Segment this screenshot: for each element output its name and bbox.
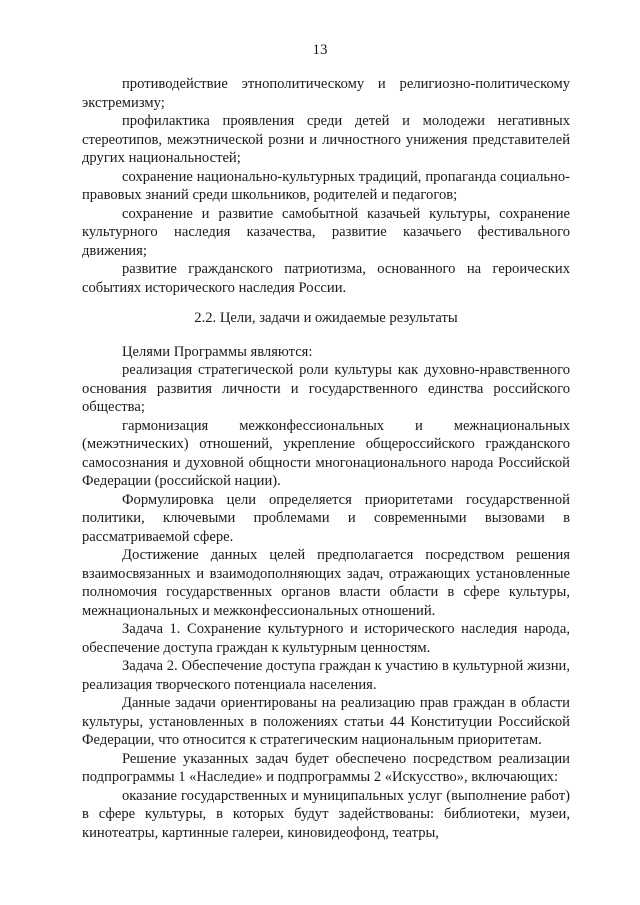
goals-intro: Целями Программы являются:	[122, 343, 313, 360]
paragraph: оказание государственных и муниципальных услуг (выполнение работ) в сфере культуры, в которых будут задействованы: библиотеки, музеи, кинотеатры, картинные галереи, киновидеофонд, театры,	[82, 787, 570, 841]
goal-item: гармонизация межконфессиональных и межнациональных (межэтнических) отношений, укрепление общероссийского гражданского самосознания и духовной общности многонационального народа Российской Федерации (российской нации).	[82, 417, 570, 489]
section-heading: 2.2. Цели, задачи и ожидаемые результаты	[194, 310, 458, 326]
list-item: профилактика проявления среди детей и молодежи негативных стереотипов, межэтнической розни и личностного унижения представителей других национальностей;	[82, 113, 570, 166]
paragraph: Достижение данных целей предполагается посредством решения взаимосвязанных и взаимодополняющих задач, отражающих установленные полномочия государственных органов власти области в сфере культуры, межнациональных и межконфессиональных отношений.	[82, 547, 570, 619]
list-item: противодействие этнополитическому и религиозно-политическому экстремизму;	[82, 76, 570, 111]
goal-item: реализация стратегической роли культуры как духовно-нравственного основания развития личности и государственного единства российского общества;	[82, 362, 570, 415]
list-item: сохранение национально-культурных традиций, пропаганда социально-правовых знаний среди школьников, родителей и педагогов;	[82, 168, 570, 203]
list-item: сохранение и развитие самобытной казачьей культуры, сохранение культурного наследия казачества, развитие казачьего фестивального движения;	[82, 205, 570, 259]
task-paragraph: Задача 1. Сохранение культурного и исторического наследия народа, обеспечение доступа граждан к культурным ценностям.	[82, 621, 570, 656]
document-body	[82, 75, 570, 842]
task-paragraph: Задача 2. Обеспечение доступа граждан к участию в культурной жизни, реализация творческого потенциала населения.	[82, 658, 570, 693]
paragraph: Решение указанных задач будет обеспечено посредством реализации подпрограммы 1 «Наследие» и подпрограммы 2 «Искусство», включающих:	[82, 750, 570, 785]
paragraph: Данные задачи ориентированы на реализацию прав граждан в области культуры, установленных в положениях статьи 44 Конституции Российской Федерации, что относится к стратегическим национальным приоритетам.	[82, 695, 570, 748]
list-item: развитие гражданского патриотизма, основанного на героических событиях исторического наследия России.	[82, 261, 570, 296]
page-number: 13	[312, 42, 328, 58]
paragraph: Формулировка цели определяется приоритетами государственной политики, ключевыми проблемами и современными вызовами в рассматриваемой сфере.	[82, 491, 570, 545]
